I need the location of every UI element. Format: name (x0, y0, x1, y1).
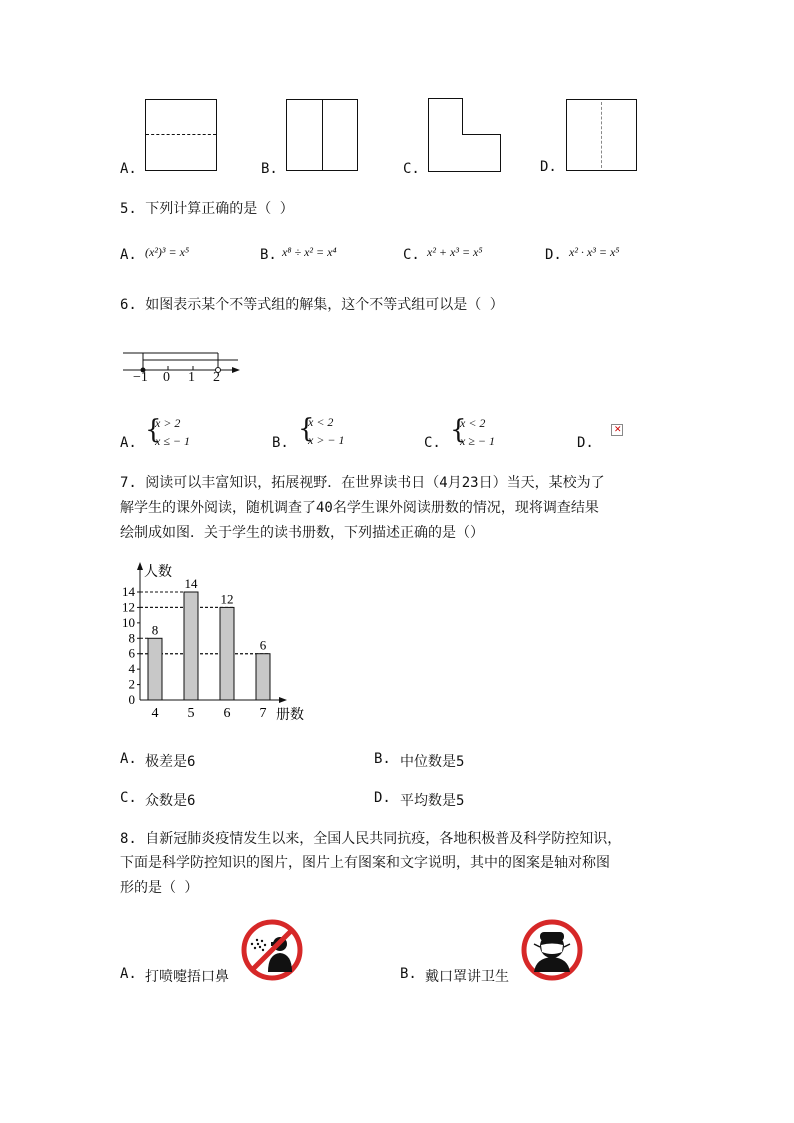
data-label-6: 12 (220, 591, 234, 607)
q8-stem-line2: 下面是科学防控知识的图片，图片上有图案和文字说明，其中的图案是轴对称图 (120, 855, 610, 871)
q5-option-c-label: C. (403, 247, 420, 263)
x-tick-label-4: 4 (151, 706, 159, 721)
q4-option-c-label: C. (403, 161, 420, 177)
x-tick-label-6: 6 (223, 706, 231, 721)
number-line-tick--1: −1 (133, 370, 148, 385)
bar-chart (118, 560, 318, 725)
q6-option-c-line1: x < 2 (460, 416, 486, 430)
bar-6 (220, 607, 234, 700)
broken-image-icon: ✕ (611, 424, 623, 436)
y-tick-label-14: 14 (122, 584, 135, 599)
q6-option-c-label: C. (424, 435, 441, 451)
figure-a (145, 99, 217, 171)
q8-option-b-label: B. (400, 966, 417, 982)
q7-option-c-text: 众数是6 (145, 793, 196, 809)
q6-option-b-line2: x > − 1 (308, 433, 345, 447)
number-line-tick-2: 2 (213, 370, 220, 385)
q5-option-d-label: D. (545, 247, 562, 263)
q4-option-a-label: A. (120, 161, 137, 177)
q7-option-d-text: 平均数是5 (400, 793, 465, 809)
q5-option-a-expr: (x²)³ = x⁵ (145, 245, 190, 259)
q4-option-d-label: D. (540, 159, 557, 175)
x-tick-label-7: 7 (259, 706, 267, 721)
y-tick-label-8: 8 (128, 630, 135, 646)
q5-option-b-label: B. (260, 247, 277, 263)
dashed-line (601, 102, 602, 168)
q7-stem-line1: 7. 阅读可以丰富知识，拓展视野．在世界读书日（4月23日）当天，某校为了 (120, 475, 605, 491)
brace-icon: { (145, 415, 162, 445)
bar-7 (256, 654, 270, 700)
y-tick-label-10: 10 (122, 614, 135, 630)
data-label-7: 6 (259, 637, 267, 653)
q6-option-a-line1: x > 2 (155, 416, 181, 430)
bar-5 (184, 592, 198, 700)
y-axis-label: 人数 (144, 565, 172, 580)
q5-option-a-label: A. (120, 247, 137, 263)
q5-stem: 5. 下列计算正确的是（ ） (120, 201, 294, 217)
q6-stem: 6. 如图表示某个不等式组的解集，这个不等式组可以是（ ） (120, 297, 504, 313)
q5-option-c-expr: x² + x³ = x⁵ (427, 245, 483, 259)
bar-4 (148, 638, 162, 700)
x-axis-label: 册数 (276, 708, 304, 723)
q6-option-a-label: A. (120, 435, 137, 451)
data-label-5: 14 (184, 576, 198, 591)
q8-option-b-text: 戴口罩讲卫生 (425, 969, 509, 985)
number-line-tick-1: 1 (188, 370, 195, 385)
y-tick-label-2: 2 (128, 676, 135, 692)
mask-icon (520, 918, 584, 982)
dashed-line (146, 134, 216, 135)
q7-option-a-text: 极差是6 (145, 754, 196, 770)
brace-icon: { (298, 414, 315, 444)
y-tick-label-12: 12 (122, 599, 135, 615)
q6-option-c-line2: x ≥ − 1 (460, 434, 496, 448)
q8-option-a-text: 打喷嚏捂口鼻 (145, 969, 229, 985)
x-tick-label-5: 5 (187, 706, 195, 721)
q5-option-b-expr: x⁸ ÷ x² = x⁴ (282, 245, 337, 259)
x-axis-arrow (279, 697, 287, 703)
q7-option-b-label: B. (374, 751, 391, 767)
q8-option-a-label: A. (120, 966, 137, 982)
q7-option-c-label: C. (120, 790, 137, 806)
q4-option-b-label: B. (261, 161, 278, 177)
q8-stem-line1: 8. 自新冠肺炎疫情发生以来，全国人民共同抗疫，各地积极普及科学防控知识， (120, 831, 622, 847)
no-sneeze-icon (240, 918, 304, 982)
data-label-4: 8 (151, 622, 159, 638)
figure-c (428, 98, 502, 173)
q6-option-a-line2: x ≤ − 1 (155, 434, 191, 448)
q6-option-b-line1: x < 2 (308, 415, 334, 429)
q6-option-b-label: B. (272, 435, 289, 451)
q7-option-d-label: D. (374, 790, 391, 806)
y-tick-label-6: 6 (128, 645, 135, 661)
q7-option-a-label: A. (120, 751, 137, 767)
y-tick-label-0: 0 (128, 692, 135, 707)
figure-b (286, 99, 358, 171)
q8-stem-line3: 形的是（ ） (120, 880, 199, 896)
y-axis-arrow (137, 562, 143, 570)
brace-icon: { (450, 415, 467, 445)
q7-stem-line2: 解学生的课外阅读，随机调查了40名学生课外阅读册数的情况，现将调查结果 (120, 500, 599, 516)
q6-option-d-label: D. (577, 435, 594, 451)
q7-option-b-text: 中位数是5 (400, 754, 465, 770)
q5-option-d-expr: x² · x³ = x⁵ (569, 245, 620, 259)
solid-line (322, 100, 323, 170)
figure-d (566, 99, 637, 171)
q7-stem-line3: 绘制成如图．关于学生的读书册数，下列描述正确的是（） (120, 525, 484, 541)
y-tick-label-4: 4 (128, 661, 135, 677)
number-line-tick-0: 0 (163, 370, 170, 385)
